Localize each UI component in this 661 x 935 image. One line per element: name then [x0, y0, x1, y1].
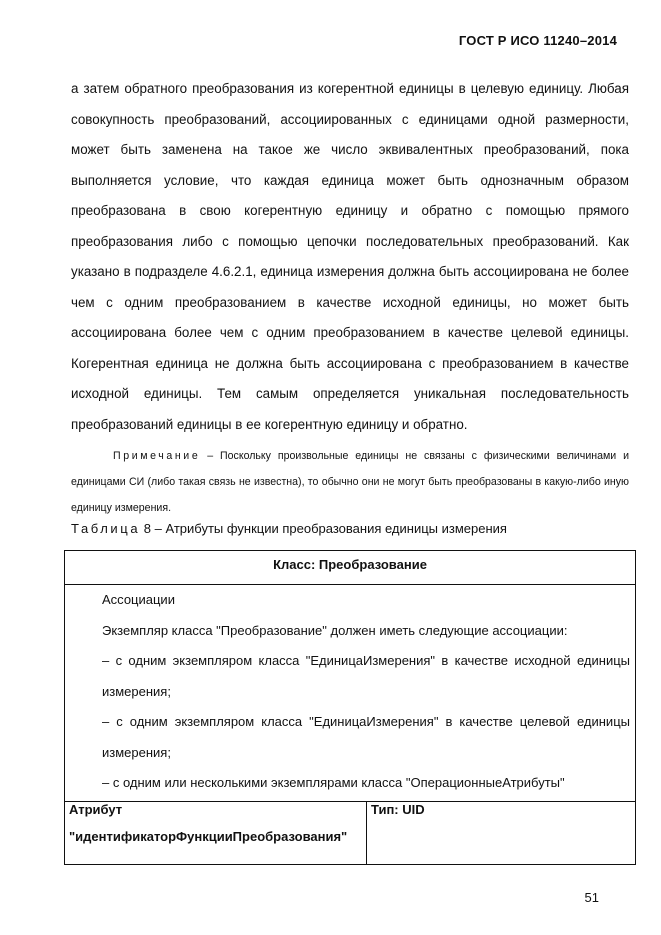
table-row	[65, 585, 636, 802]
class-header-cell: Класс: Преобразование	[65, 551, 636, 585]
association-item: – с одним или несколькими экземплярами класса "ОперационныеАтрибуты"	[102, 775, 565, 790]
attributes-table	[64, 550, 636, 865]
attribute-label: Атрибут	[69, 801, 123, 817]
note-label: Примечание	[113, 450, 201, 462]
table-caption	[71, 521, 507, 536]
body-paragraph: а затем обратного преобразования из когерентной единицы в целевую единицу. Любая совокупность преобразований, ассоциированных с единицами одной размерности, может быть заменена на такое же число эквивалентных преобразований, пока выполняется условие, что каждая единица может быть однозначным образом преобразована в свою когерентную единицу и обратно с помощью прямого преобразования либо с помощью цепочки последовательных преобразований. Как указано в подразделе 4.6.2.1, единица измерения должна быть ассоциирована не более чем с одним преобразованием в качестве исходной единицы, но может быть ассоциирована более чем с одним преобразованием в качестве целевой единицы. Когерентная единица не должна быть ассоциирована с преобразованием в качестве исходной единицы. Тем самым определяется уникальная последовательность преобразований единицы в ее когерентную единицу и обратно.	[71, 81, 629, 432]
type-cell: Тип: UID	[367, 801, 636, 864]
attribute-name: "идентификаторФункцииПреобразования"	[69, 828, 348, 844]
associations-cell	[65, 585, 636, 802]
table-row	[65, 551, 636, 585]
note-paragraph	[71, 443, 629, 521]
table-caption-text: 8 – Атрибуты функции преобразования единицы измерения	[140, 521, 507, 536]
table-caption-label: Таблица	[71, 521, 141, 536]
association-item: – с одним экземпляром класса "ЕдиницаИзмерения" в качестве исходной единицы измерения;	[102, 653, 630, 699]
note-text: – Поскольку произвольные единицы не связаны с физическими величинами и единицами СИ (либо такая связь не известна), то обычно они не могут быть преобразованы в какую-либо иную единицу измерения.	[71, 450, 629, 514]
associations-intro: Экземпляр класса "Преобразование" должен иметь следующие ассоциации:	[102, 622, 568, 638]
document-header: ГОСТ Р ИСО 11240–2014	[458, 33, 617, 48]
attribute-cell	[65, 801, 367, 864]
association-item: – с одним экземпляром класса "ЕдиницаИзмерения" в качестве целевой единицы измерения;	[102, 714, 630, 760]
associations-title: Ассоциации	[102, 592, 175, 607]
page-number: 51	[584, 890, 599, 905]
table-row	[65, 801, 636, 864]
